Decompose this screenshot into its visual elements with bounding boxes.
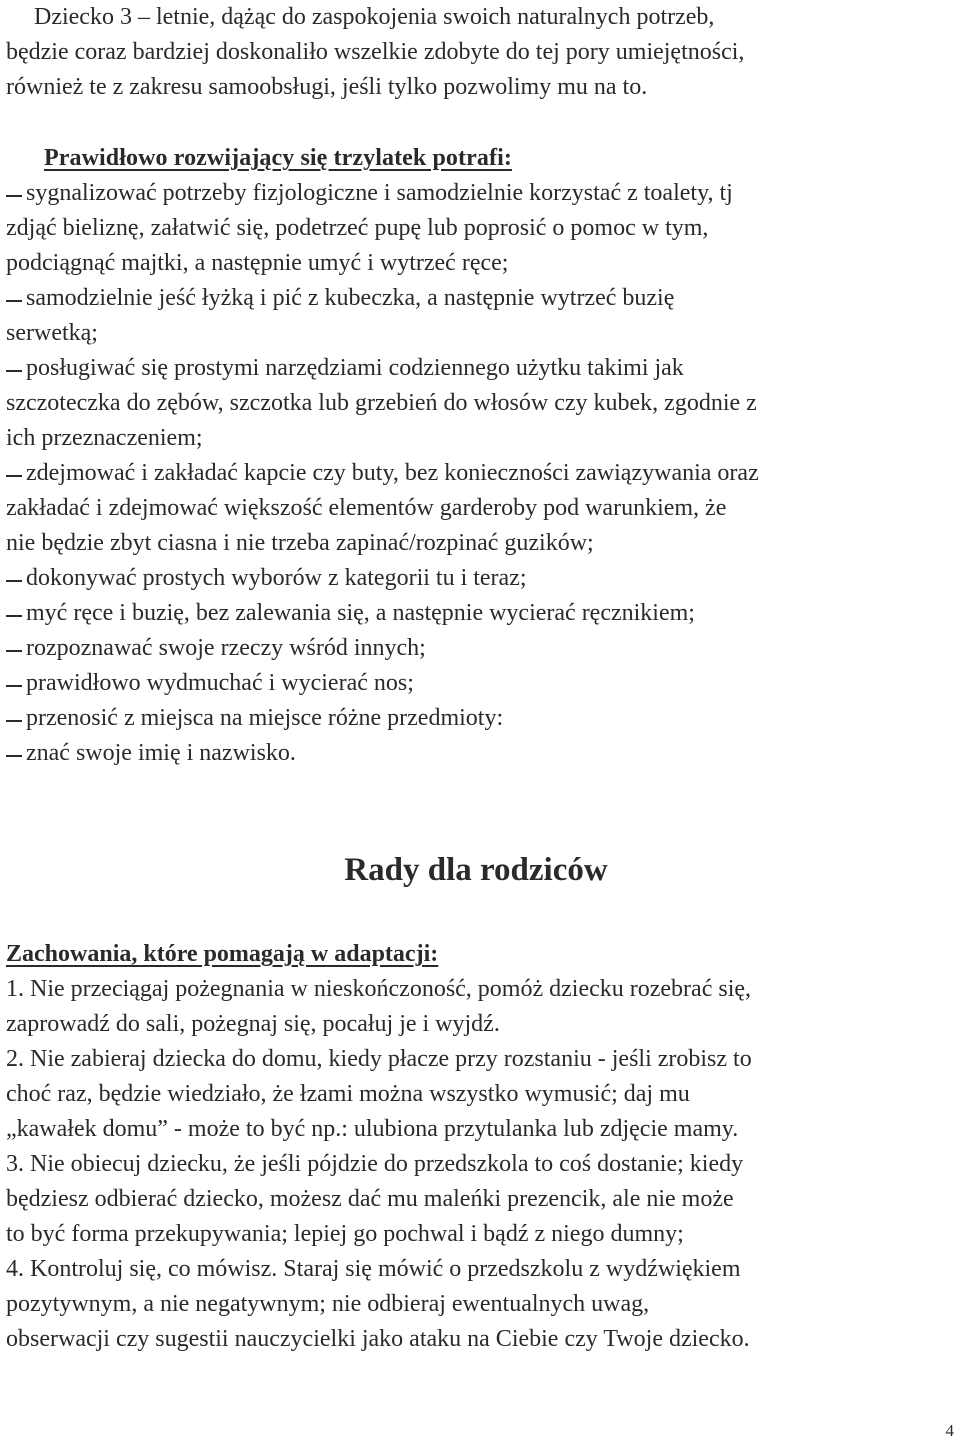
skill-line	[6, 701, 956, 736]
page-number: 4	[945, 1421, 954, 1440]
advice-line: pozytywnym, a nie negatywnym; nie odbieraj ewentualnych uwag,	[6, 1291, 650, 1317]
intro-line: również te z zakresu samoobsługi, jeśli tylko pozwolimy mu na to.	[6, 74, 648, 100]
skill-line	[6, 561, 956, 596]
skill-text: prawidłowo wydmuchać i wycierać nos;	[26, 670, 414, 696]
dash-bullet-icon	[6, 580, 22, 582]
advice-heading: Zachowania, które pomagają w adaptacji:	[6, 941, 439, 967]
skill-text: samodzielnie jeść łyżką i pić z kubeczka, a następnie wytrzeć buzię	[26, 285, 675, 311]
advice-line: zaprowadź do sali, pożegnaj się, pocałuj je i wyjdź.	[6, 1011, 500, 1037]
advice-line: obserwacji czy sugestii nauczycielki jako ataku na Ciebie czy Twoje dziecko.	[6, 1326, 750, 1352]
advice-line: 1. Nie przeciągaj pożegnania w nieskończoność, pomóż dziecku rozebrać się,	[6, 976, 752, 1002]
skill-item	[6, 176, 956, 281]
skill-text: posługiwać się prostymi narzędziami codziennego użytku takimi jak	[26, 355, 684, 381]
advice-line: 4. Kontroluj się, co mówisz. Staraj się mówić o przedszkolu z wydźwiękiem	[6, 1256, 741, 1282]
skill-item	[6, 561, 956, 596]
skills-heading: Prawidłowo rozwijający się trzylatek potrafi:	[44, 145, 512, 171]
advice-line: 2. Nie zabieraj dziecka do domu, kiedy płacze przy rozstaniu - jeśli zrobisz to	[6, 1046, 752, 1072]
skill-item	[6, 596, 956, 631]
skill-item	[6, 351, 956, 456]
skill-text: przenosić z miejsca na miejsce różne przedmioty:	[26, 705, 504, 731]
advice-line: będziesz odbierać dziecko, możesz dać mu maleńki prezencik, ale nie może	[6, 1186, 734, 1212]
skill-text: myć ręce i buzię, bez zalewania się, a następnie wycierać ręcznikiem;	[26, 600, 695, 626]
skill-item	[6, 666, 956, 701]
advice-line: choć raz, będzie wiedziało, że łzami można wszystko wymusić; daj mu	[6, 1081, 690, 1107]
advice-line: 3. Nie obiecuj dziecku, że jeśli pójdzie do przedszkola to coś dostanie; kiedy	[6, 1151, 744, 1177]
intro-paragraph	[6, 0, 956, 105]
skill-text: rozpoznawać swoje rzeczy wśród innych;	[26, 635, 426, 661]
skill-line	[6, 596, 956, 631]
skill-text: zdejmować i zakładać kapcie czy buty, bez konieczności zawiązywania oraz	[26, 460, 759, 486]
skill-line	[6, 456, 956, 491]
skill-line: zdjąć bieliznę, załatwić się, podetrzeć pupę lub poprosić o pomoc w tym,	[6, 215, 709, 241]
skill-item	[6, 631, 956, 666]
skill-line	[6, 351, 956, 386]
skill-text: znać swoje imię i nazwisko.	[26, 740, 296, 766]
skill-line: serwetką;	[6, 320, 98, 346]
dash-bullet-icon	[6, 720, 22, 722]
intro-line: Dziecko 3 – letnie, dążąc do zaspokojenia swoich naturalnych potrzeb,	[34, 4, 715, 30]
skill-item	[6, 701, 956, 736]
dash-bullet-icon	[6, 195, 22, 197]
skill-line	[6, 631, 956, 666]
dash-bullet-icon	[6, 755, 22, 757]
advice-line: „kawałek domu” - może to być np.: ulubiona przytulanka lub zdjęcie mamy.	[6, 1116, 739, 1142]
dash-bullet-icon	[6, 370, 22, 372]
intro-line: będzie coraz bardziej doskonaliło wszelkie zdobyte do tej pory umiejętności,	[6, 39, 745, 65]
skill-line: nie będzie zbyt ciasna i nie trzeba zapinać/rozpinać guzików;	[6, 530, 594, 556]
dash-bullet-icon	[6, 650, 22, 652]
skill-line	[6, 666, 956, 701]
page-content	[6, 0, 956, 1357]
skill-line	[6, 736, 956, 771]
advice-list	[6, 972, 956, 1357]
skill-item	[6, 281, 956, 351]
dash-bullet-icon	[6, 300, 22, 302]
skill-item	[6, 736, 956, 771]
skill-item	[6, 456, 956, 561]
skill-line	[6, 281, 956, 316]
advice-line: to być forma przekupywania; lepiej go pochwal i bądź z niego dumny;	[6, 1221, 684, 1247]
skill-line: ich przeznaczeniem;	[6, 425, 203, 451]
dash-bullet-icon	[6, 475, 22, 477]
skill-line: zakładać i zdejmować większość elementów garderoby pod warunkiem, że	[6, 495, 727, 521]
skill-text: sygnalizować potrzeby fizjologiczne i samodzielnie korzystać z toalety, tj	[26, 180, 733, 206]
page-title: Rady dla rodziców	[344, 852, 608, 888]
skill-line: szczoteczka do zębów, szczotka lub grzebień do włosów czy kubek, zgodnie z	[6, 390, 757, 416]
skill-text: dokonywać prostych wyborów z kategorii tu i teraz;	[26, 565, 527, 591]
dash-bullet-icon	[6, 615, 22, 617]
skill-line: podciągnąć majtki, a następnie umyć i wytrzeć ręce;	[6, 250, 509, 276]
skill-line	[6, 176, 956, 211]
skills-list	[6, 176, 956, 771]
dash-bullet-icon	[6, 685, 22, 687]
